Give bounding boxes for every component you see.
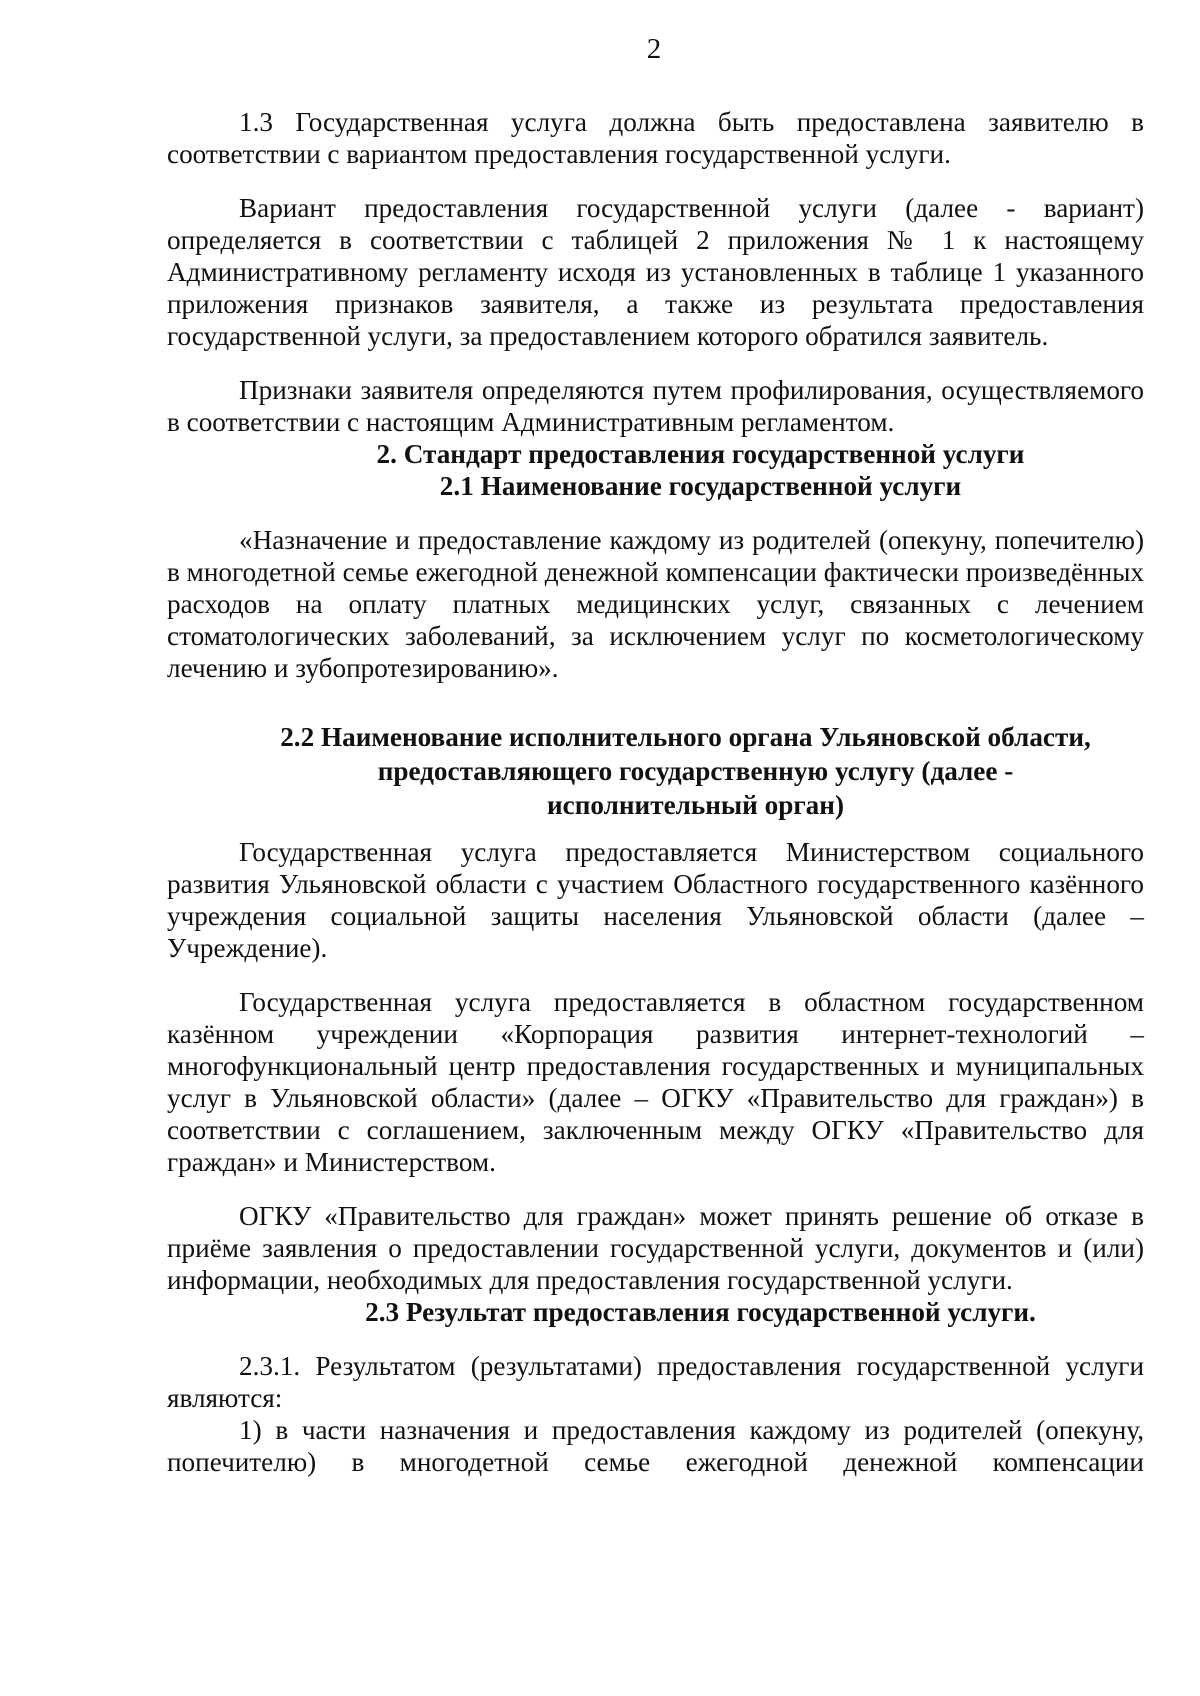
paragraph-refusal: ОГКУ «Правительство для граждан» может принять решение об отказе в приёме заявления о предоставлении государственной услуги, документов и (или) информации, необходимых для предоставления государственной услуги. xyxy=(167,1201,1144,1295)
section-heading-2-2-line-2: предоставляющего государственную услугу (далее - xyxy=(377,756,1014,786)
paragraph-ministry: Государственная услуга предоставляется Министерством социального развития Ульяновской области с участием Областного государственного казённого учреждения социальной защиты населения Ульяновской области (далее – Учреждение). xyxy=(167,837,1144,963)
paragraph-mfc: Государственная услуга предоставляется в областном государственном казённом учреждении «Корпорация развития интернет-технологий – многофункциональный центр предоставления государственных и муниципальных услуг в Ульяновской области» (далее – ОГКУ «Правительство для граждан») в соответствии с соглашением, заключенным между ОГКУ «Правительство для граждан» и Министерством. xyxy=(167,987,1144,1177)
section-heading-2-3: 2.3 Результат предоставления государственной услуги. xyxy=(365,1297,1036,1327)
section-heading-2-2-line-1: 2.2 Наименование исполнительного органа Ульяновской области, xyxy=(280,722,1091,752)
paragraph-applicant-features: Признаки заявителя определяются путем профилирования, осуществляемого в соответствии с настоящим Административным регламентом. xyxy=(167,375,1144,437)
paragraph-result-1: 1) в части назначения и предоставления каждому из родителей (опекуну, попечителю) в многодетной семье ежегодной денежной компенсации xyxy=(167,1415,1144,1477)
section-heading-2-2 xyxy=(167,720,1144,822)
section-heading-2-2-line-3: исполнительный орган) xyxy=(547,790,844,820)
section-heading-2-1: 2.1 Наименование государственной услуги xyxy=(439,471,962,501)
paragraph-service-name: «Назначение и предоставление каждому из родителей (опекуну, попечителю) в многодетной семье ежегодной денежной компенсации фактически произведённых расходов на оплату платных медицинских услуг, связанных с лечением стоматологических заболеваний, за исключением услуг по косметологическому лечению и зубопротезированию». xyxy=(167,525,1144,683)
document-body xyxy=(167,106,1144,1478)
paragraph-1-3: 1.3 Государственная услуга должна быть предоставлена заявителю в соответствии с вариантом предоставления государственной услуги. xyxy=(167,107,1144,169)
section-heading-2: 2. Стандарт предоставления государственной услуги xyxy=(376,439,1025,469)
paragraph-2-3-1: 2.3.1. Результатом (результатами) предоставления государственной услуги являются: xyxy=(167,1351,1144,1413)
page-number: 2 xyxy=(646,33,662,65)
paragraph-variant: Вариант предоставления государственной услуги (далее - вариант) определяется в соответствии с таблицей 2 приложения № 1 к настоящему Административному регламенту исходя из установленных в таблице 1 указанного приложения признаков заявителя, а также из результата предоставления государственной услуги, за предоставлением которого обратился заявитель. xyxy=(167,193,1144,351)
